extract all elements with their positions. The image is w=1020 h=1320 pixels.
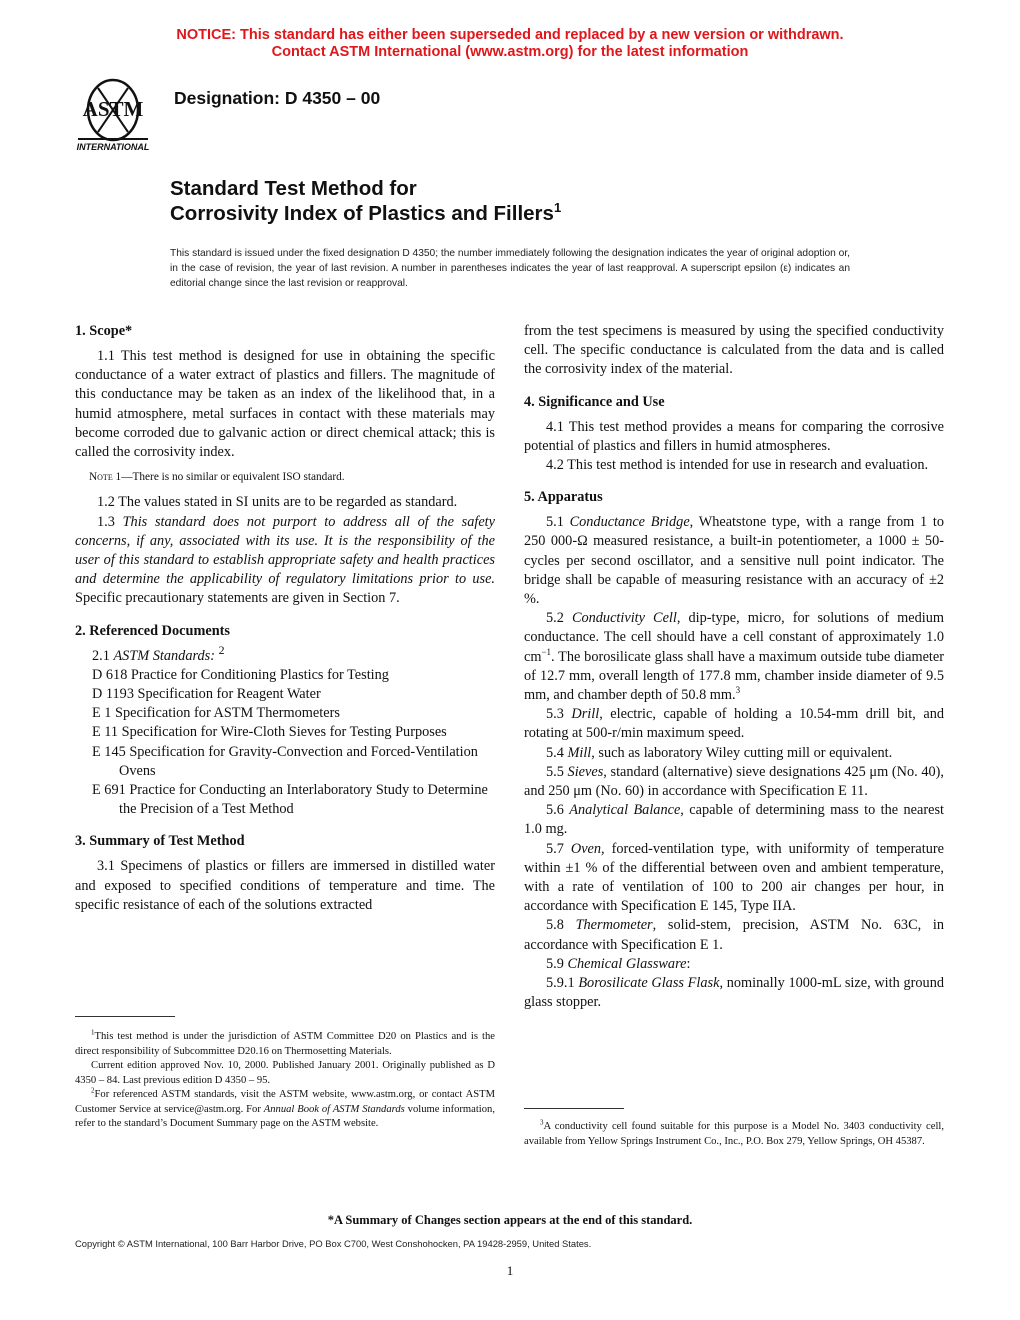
scope-heading: 1. Scope* [75,323,133,339]
p5-9-1-text: , nominally 1000-mL size, with ground glass stopper. [524,975,944,1011]
reference-list [75,642,495,820]
p5-9-term: Chemical Glassware [567,955,687,972]
note-1 [75,468,495,487]
p1-3-number: 1.3 [97,513,123,530]
paragraph-5-5 [524,763,944,801]
left-column [75,322,495,928]
fn3-mark: 3 [540,1118,544,1127]
p5-9-1-number: 5.9.1 [546,975,579,992]
paragraph-5-3 [524,705,944,743]
apparatus-heading: 5. Apparatus [524,489,603,506]
p5-5-text: , standard (alternative) sieve designations 425 μm (No. 40), and 250 μm (No. 60) in accordance with Specification E 11. [524,763,944,800]
section-apparatus [524,488,944,1012]
paragraph-3-1: 3.1 Specimens of plastics or fillers are immersed in distilled water and exposed to specified conditions of temperature and time. The specific resistance of each of the solutions extracted [75,858,495,913]
p5-1-number: 5.1 [546,514,570,531]
p5-6-number: 5.6 [546,802,570,819]
withdrawal-notice [0,27,1020,61]
p5-3-number: 5.3 [546,706,572,723]
document-title [170,176,561,226]
paragraph-5-9-1 [524,974,944,1012]
reference-item: E 11 Specification for Wire-Cloth Sieves for Testing Purposes [92,724,447,741]
paragraph-5-6 [524,801,944,839]
section-scope [75,322,495,609]
reference-item: D 1193 Specification for Reagent Water [92,686,321,703]
p1-3-rest: Specific precautionary statements are given in Section 7. [75,590,400,607]
designation: Designation: D 4350 – 00 [174,88,381,108]
fn1-text: This test method is under the jurisdiction of ASTM Committee D20 on Plastics and is the direct responsibility of Subcommittee D20.16 on Thermosetting Materials. [75,1031,495,1057]
p5-4-term: Mill [567,744,592,761]
p5-2-text-a: , dip-type, micro, for solutions of medium conductance. The cell should have a cell constant of approximately 1.0 cm [524,610,944,665]
p5-9-1-term: Borosilicate Glass Flask [578,975,720,992]
p5-3-term: Drill [571,706,600,723]
title-line-1: Standard Test Method for [170,177,417,200]
footnote-rule-right [524,1108,624,1109]
fn2-mark: 2 [91,1086,95,1095]
paragraph-5-1 [524,513,944,609]
p5-7-number: 5.7 [546,840,571,857]
section-significance [524,393,944,476]
fn2-text-a: For referenced ASTM standards, visit the ASTM website, www.astm.org, or contact ASTM Customer Service at service@astm.org. For [75,1089,495,1115]
logo-subtext: INTERNATIONAL [76,142,150,152]
summary-continuation [524,322,944,380]
p5-7-term: Oven [570,840,602,857]
paragraph-1-2: 1.2 The values stated in SI units are to be regarded as standard. [97,494,458,511]
paragraph-5-4 [524,744,944,763]
p5-8-term: Thermometer [575,917,653,934]
footnote-1 [75,1030,495,1059]
p5-2-number: 5.2 [546,610,572,627]
p5-5-number: 5.5 [546,763,568,780]
p5-9-number: 5.9 [546,955,568,972]
refs-lead-italic: ASTM Standards: [113,647,215,664]
p5-6-text: , capable of determining mass to the nearest 1.0 mg. [524,802,944,838]
footnote-3 [524,1120,944,1149]
note-text: 1—There is no similar or equivalent ISO standard. [115,471,345,484]
paragraph-5-7 [524,840,944,917]
refs-heading: 2. Referenced Documents [75,622,230,639]
paragraph-3-1-continued: from the test specimens is measured by using the specified conductivity cell. The specific conductance is calculated from the data and is called the corrosivity index of the material. [524,323,944,378]
p5-6-term: Analytical Balance [569,802,681,819]
p5-9-text: : [686,955,691,972]
significance-heading: 4. Significance and Use [524,393,665,410]
paragraph-5-9 [524,955,944,974]
paragraph-5-2 [524,609,944,705]
summary-heading: 3. Summary of Test Method [75,833,245,850]
paragraph-5-8 [524,916,944,954]
fn1-mark: 1 [91,1028,95,1037]
p5-4-number: 5.4 [546,744,568,761]
right-column [524,322,944,1026]
notice-line-1: NOTICE: This standard has either been superseded and replaced by a new version or withdrawn. [176,27,844,43]
p5-2-term: Conductivity Cell [571,610,677,627]
note-label: Note [89,471,113,484]
paragraph-1-3 [75,513,495,609]
fn3-text: A conductivity cell found suitable for this purpose is a Model No. 3403 conductivity cell, available from Yellow Springs Instrument Co., Inc., P.O. Box 279, Yellow Springs, OH 45387. [524,1121,944,1147]
p5-8-number: 5.8 [546,917,576,934]
refs-footnote-mark: 2 [218,642,225,657]
p5-1-text: , Wheatstone type, with a range from 1 to 250 000-Ω measured resistance, a built-in potentiometer, a 1000 ± 50-cycles per second oscillator, and a sensitive null point indicator. The bridge shall be capable of measuring resistance with an accuracy of ±2 %. [524,514,945,608]
p5-5-term: Sieves [567,763,604,780]
summary-of-changes-note: *A Summary of Changes section appears at the end of this standard. [327,1213,693,1227]
paragraph-4-1: 4.1 This test method provides a means for comparing the corrosive potential of plastics and fillers in humid atmospheres. [524,418,944,454]
footnote-1-edition: Current edition approved Nov. 10, 2000. Published January 2001. Originally published as D 4350 – 84. Last previous edition D 4350 – 95. [75,1060,495,1086]
fn2-italic: Annual Book of ASTM Standards [263,1103,405,1115]
reference-item: E 1 Specification for ASTM Thermometers [92,705,340,722]
notice-line-2: Contact ASTM International (www.astm.org) for the latest information [271,44,749,60]
p5-2-exponent: −1 [541,646,552,657]
p5-7-text: , forced-ventilation type, with uniformity of temperature within ±1 % of the differential between oven and ambient temperature, with a rate of ventilation of 100 to 200 air changes per hour, in accordance with Specification E 145, Type IIA. [524,840,944,915]
p1-3-safety-text: This standard does not purport to address all of the safety concerns, if any, associated with its use. It is the responsibility of the user of this standard to establish appropriate safety and health practices and determine the applicability of regulatory limitations prior to use. [75,513,495,588]
refs-lead-number: 2.1 [92,647,114,664]
p5-8-text: , solid-stem, precision, ASTM No. 63C, in accordance with Specification E 1. [524,917,944,953]
logo-text: ASTM [82,97,144,121]
footnotes-left [75,1030,495,1132]
refs-lead [92,642,495,666]
p5-2-text-b: . The borosilicate glass shall have a maximum outside tube diameter of 12.7 mm, overall length of 177.8 mm, chamber inside diameter of 9.5 mm, and chamber depth of 50.8 mm. [524,648,944,704]
reference-item: E 145 Specification for Gravity-Convection and Forced-Ventilation Ovens [92,743,478,779]
title-line-2 [170,201,561,226]
copyright-line: Copyright © ASTM International, 100 Barr Harbor Drive, PO Box C700, West Conshohocken, PA 19428-2959, United States. [75,1238,592,1249]
fn2-text-b: volume information, refer to the standard’s Document Summary page on the ASTM website. [75,1103,495,1129]
title-main-text: Corrosivity Index of Plastics and Fillers [170,202,554,225]
title-footnote-mark: 1 [553,200,562,216]
section-referenced-documents [75,622,495,820]
p5-3-text: , electric, capable of holding a 10.54-mm drill bit, and rotating at 500-r/min maximum speed. [524,706,944,742]
reference-item: D 618 Practice for Conditioning Plastics for Testing [92,666,389,683]
section-summary [75,832,495,915]
footnote-rule-left [75,1016,175,1017]
p5-2-footnote-mark: 3 [735,685,741,696]
footnotes-right [524,1120,944,1149]
p5-4-text: , such as laboratory Wiley cutting mill or equivalent. [591,744,893,761]
issuance-preface: This standard is issued under the fixed designation D 4350; the number immediately following the designation indicates the year of original adoption or, in the case of revision, the year of last revision. A number in parentheses indicates the year of last reapproval. A superscript epsilon (ε) indicates an editorial change since the last revision or reapproval. [170,248,850,289]
page-number: 1 [506,1263,514,1278]
paragraph-4-2: 4.2 This test method is intended for use in research and evaluation. [546,457,929,474]
paragraph-1-1: 1.1 This test method is designed for use in obtaining the specific conductance of a water extract of plastics and fillers. The magnitude of this conductance may be taken as an index of the likelihood that, in a humid atmosphere, metal surfaces in contact with these materials may become corroded due to galvanic action or direct chemical attack; this is called the corrosivity index. [75,348,495,461]
astm-logo [64,74,162,154]
p5-1-term: Conductance Bridge [569,514,690,531]
reference-item: E 691 Practice for Conducting an Interlaboratory Study to Determine the Precision of a Test Method [92,782,488,818]
footnote-2 [75,1088,495,1132]
